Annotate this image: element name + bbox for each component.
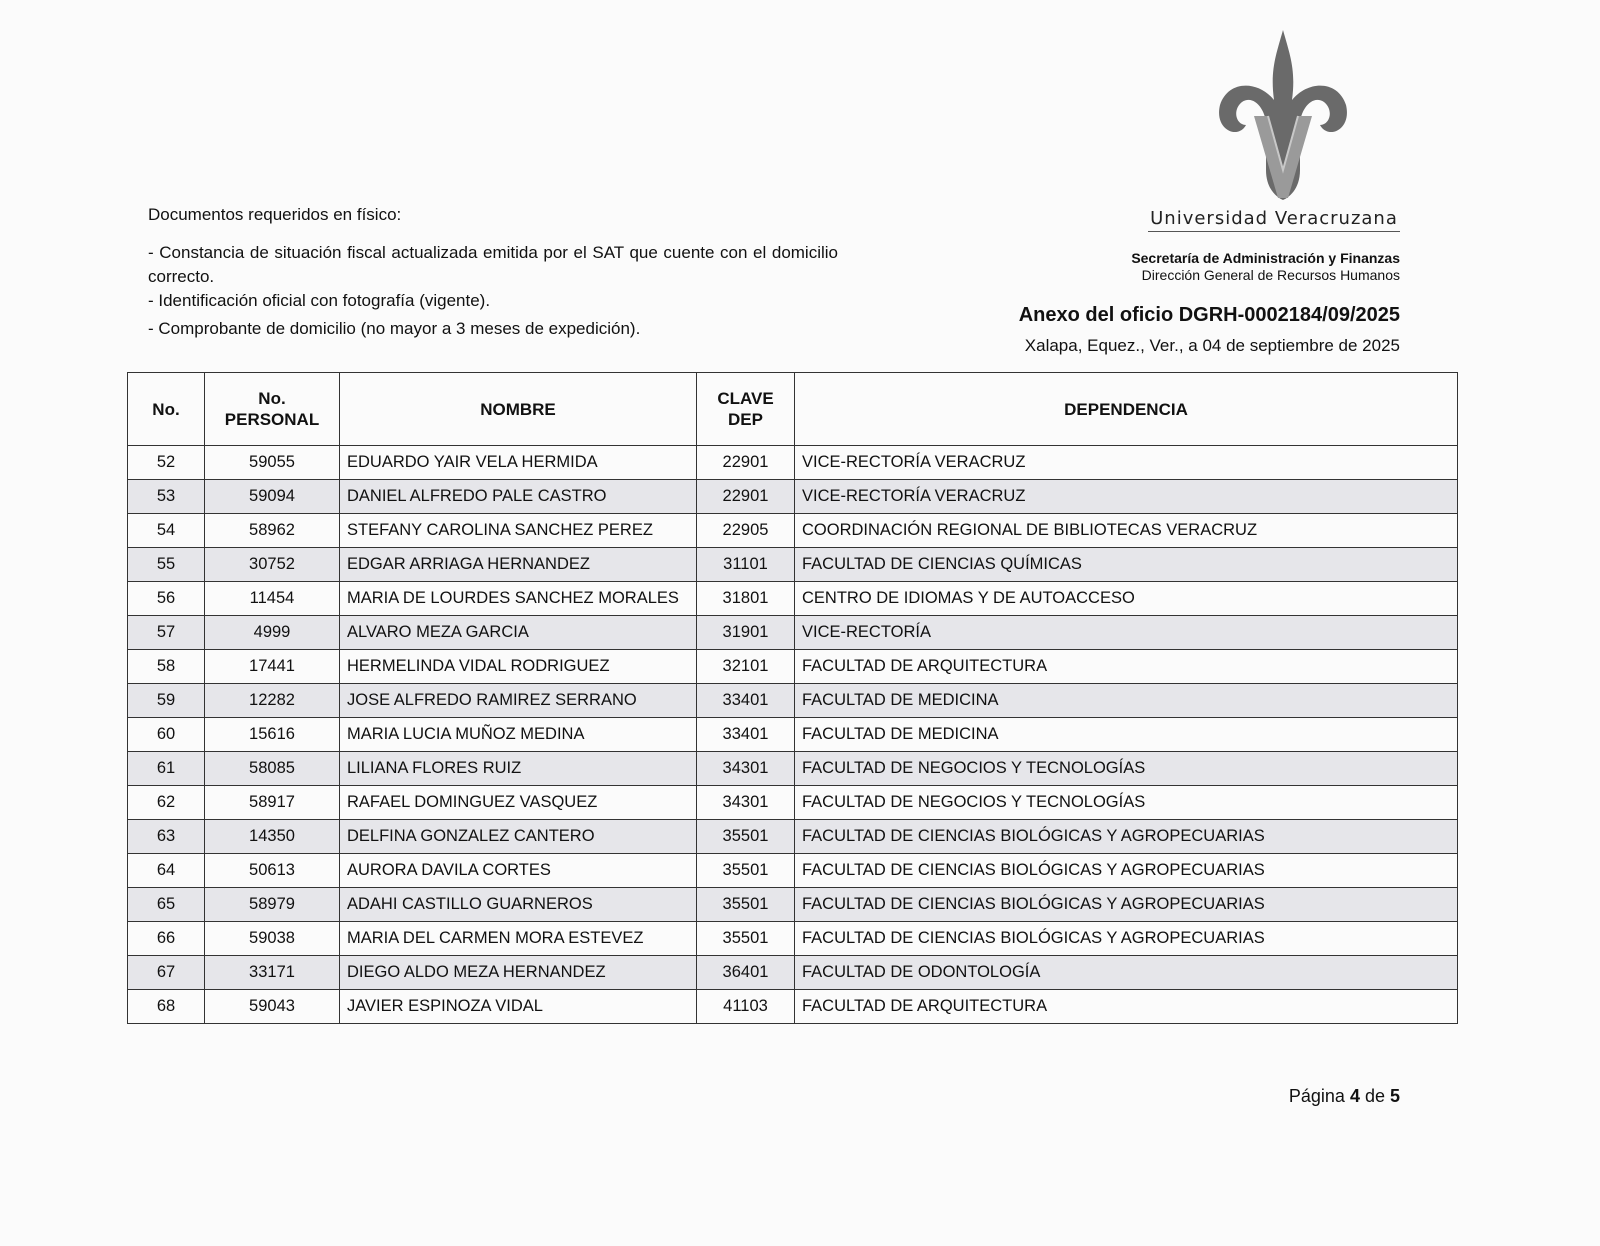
dependencia: FACULTAD DE NEGOCIOS Y TECNOLOGÍAS [795, 752, 1458, 786]
direccion-name: Dirección General de Recursos Humanos [1141, 267, 1400, 283]
dependencia: VICE-RECTORÍA [795, 616, 1458, 650]
clave-dep: 22905 [697, 514, 795, 548]
employee-name: DIEGO ALDO MEZA HERNANDEZ [340, 956, 697, 990]
personal-number: 15616 [205, 718, 340, 752]
table-row [128, 752, 1458, 786]
dependencia: FACULTAD DE CIENCIAS BIOLÓGICAS Y AGROPECUARIAS [795, 888, 1458, 922]
employee-name: MARIA DE LOURDES SANCHEZ MORALES [340, 582, 697, 616]
row-number: 63 [128, 820, 205, 854]
table-row [128, 446, 1458, 480]
table-row [128, 820, 1458, 854]
clave-dep: 31101 [697, 548, 795, 582]
dependencia: FACULTAD DE MEDICINA [795, 718, 1458, 752]
table-row [128, 786, 1458, 820]
row-number: 58 [128, 650, 205, 684]
row-number: 66 [128, 922, 205, 956]
requirements-section [148, 203, 838, 341]
table-row [128, 548, 1458, 582]
clave-dep: 41103 [697, 990, 795, 1024]
clave-dep: 35501 [697, 922, 795, 956]
employee-name: STEFANY CAROLINA SANCHEZ PEREZ [340, 514, 697, 548]
employee-name: RAFAEL DOMINGUEZ VASQUEZ [340, 786, 697, 820]
clave-dep: 22901 [697, 480, 795, 514]
personal-number: 30752 [205, 548, 340, 582]
dependencia: FACULTAD DE CIENCIAS QUÍMICAS [795, 548, 1458, 582]
personal-number: 4999 [205, 616, 340, 650]
header-no: No. [128, 373, 205, 446]
header-dependencia: DEPENDENCIA [795, 373, 1458, 446]
requirement-item: - Identificación oficial con fotografía (vigente). [148, 291, 491, 310]
employee-name: DELFINA GONZALEZ CANTERO [340, 820, 697, 854]
personal-number: 17441 [205, 650, 340, 684]
employee-name: MARIA DEL CARMEN MORA ESTEVEZ [340, 922, 697, 956]
personal-number: 58085 [205, 752, 340, 786]
clave-dep: 22901 [697, 446, 795, 480]
table-row [128, 582, 1458, 616]
header-no-personal [205, 373, 340, 446]
employee-name: EDGAR ARRIAGA HERNANDEZ [340, 548, 697, 582]
table-header-row [128, 373, 1458, 446]
department-block [1131, 250, 1400, 284]
dependencia: FACULTAD DE ARQUITECTURA [795, 990, 1458, 1024]
page-mid: de [1359, 1086, 1390, 1106]
requirement-item: - Constancia de situación fiscal actualizada emitida por el SAT que cuente con el domicilio correcto. [148, 243, 838, 286]
row-number: 68 [128, 990, 205, 1024]
employee-name: JOSE ALFREDO RAMIREZ SERRANO [340, 684, 697, 718]
row-number: 67 [128, 956, 205, 990]
clave-dep: 35501 [697, 888, 795, 922]
personal-number: 58962 [205, 514, 340, 548]
dependencia: COORDINACIÓN REGIONAL DE BIBLIOTECAS VERACRUZ [795, 514, 1458, 548]
employee-name: LILIANA FLORES RUIZ [340, 752, 697, 786]
clave-dep: 35501 [697, 820, 795, 854]
row-number: 59 [128, 684, 205, 718]
employee-name: ADAHI CASTILLO GUARNEROS [340, 888, 697, 922]
page-number [1289, 1086, 1400, 1107]
clave-dep: 34301 [697, 752, 795, 786]
employee-name: MARIA LUCIA MUÑOZ MEDINA [340, 718, 697, 752]
personal-number: 59038 [205, 922, 340, 956]
secretaria-name: Secretaría de Administración y Finanzas [1131, 250, 1400, 266]
row-number: 56 [128, 582, 205, 616]
table-row [128, 922, 1458, 956]
row-number: 65 [128, 888, 205, 922]
dependencia: FACULTAD DE CIENCIAS BIOLÓGICAS Y AGROPECUARIAS [795, 854, 1458, 888]
table-row [128, 684, 1458, 718]
table-row [128, 718, 1458, 752]
employee-name: ALVARO MEZA GARCIA [340, 616, 697, 650]
employee-name: JAVIER ESPINOZA VIDAL [340, 990, 697, 1024]
personal-number: 11454 [205, 582, 340, 616]
dependencia: FACULTAD DE MEDICINA [795, 684, 1458, 718]
employee-name: HERMELINDA VIDAL RODRIGUEZ [340, 650, 697, 684]
dependencia: FACULTAD DE CIENCIAS BIOLÓGICAS Y AGROPECUARIAS [795, 922, 1458, 956]
requirements-title: Documentos requeridos en físico: [148, 205, 402, 224]
row-number: 57 [128, 616, 205, 650]
clave-dep: 31901 [697, 616, 795, 650]
dependencia: CENTRO DE IDIOMAS Y DE AUTOACCESO [795, 582, 1458, 616]
employee-name: EDUARDO YAIR VELA HERMIDA [340, 446, 697, 480]
clave-dep: 34301 [697, 786, 795, 820]
clave-dep: 32101 [697, 650, 795, 684]
personal-number: 33171 [205, 956, 340, 990]
table-row [128, 854, 1458, 888]
employee-name: AURORA DAVILA CORTES [340, 854, 697, 888]
header-nombre: NOMBRE [340, 373, 697, 446]
table-row [128, 616, 1458, 650]
employee-name: DANIEL ALFREDO PALE CASTRO [340, 480, 697, 514]
personal-number: 58979 [205, 888, 340, 922]
clave-dep: 31801 [697, 582, 795, 616]
table-row [128, 514, 1458, 548]
row-number: 62 [128, 786, 205, 820]
table-row [128, 888, 1458, 922]
personal-number: 59055 [205, 446, 340, 480]
table-row [128, 990, 1458, 1024]
page-prefix: Página [1288, 1086, 1350, 1106]
personal-number: 58917 [205, 786, 340, 820]
table-row [128, 956, 1458, 990]
personal-number: 50613 [205, 854, 340, 888]
document-reference: Anexo del oficio DGRH-0002184/09/2025 [1018, 304, 1400, 326]
clave-dep: 36401 [697, 956, 795, 990]
dependencia: FACULTAD DE ARQUITECTURA [795, 650, 1458, 684]
dependencia: FACULTAD DE CIENCIAS BIOLÓGICAS Y AGROPECUARIAS [795, 820, 1458, 854]
row-number: 61 [128, 752, 205, 786]
document-date: Xalapa, Equez., Ver., a 04 de septiembre de 2025 [1024, 336, 1400, 355]
row-number: 64 [128, 854, 205, 888]
total-pages: 5 [1389, 1086, 1400, 1106]
personal-number: 59043 [205, 990, 340, 1024]
clave-dep: 33401 [697, 684, 795, 718]
row-number: 54 [128, 514, 205, 548]
row-number: 55 [128, 548, 205, 582]
dependencia: VICE-RECTORÍA VERACRUZ [795, 446, 1458, 480]
table-row [128, 650, 1458, 684]
row-number: 52 [128, 446, 205, 480]
requirement-item: - Comprobante de domicilio (no mayor a 3 meses de expedición). [148, 319, 641, 338]
header-clave-dep-label: CLAVE DEP [717, 389, 774, 429]
personal-number: 59094 [205, 480, 340, 514]
current-page: 4 [1349, 1086, 1360, 1106]
university-logo-icon [1218, 30, 1348, 200]
row-number: 53 [128, 480, 205, 514]
clave-dep: 35501 [697, 854, 795, 888]
row-number: 60 [128, 718, 205, 752]
clave-dep: 33401 [697, 718, 795, 752]
header-no-personal-label: No. PERSONAL [224, 389, 320, 429]
personal-number: 14350 [205, 820, 340, 854]
dependencia: VICE-RECTORÍA VERACRUZ [795, 480, 1458, 514]
table-row [128, 480, 1458, 514]
personnel-table [127, 372, 1458, 1024]
header-clave-dep [697, 373, 795, 446]
personal-number: 12282 [205, 684, 340, 718]
university-name: Universidad Veracruzana [1148, 208, 1400, 232]
dependencia: FACULTAD DE ODONTOLOGÍA [795, 956, 1458, 990]
dependencia: FACULTAD DE NEGOCIOS Y TECNOLOGÍAS [795, 786, 1458, 820]
